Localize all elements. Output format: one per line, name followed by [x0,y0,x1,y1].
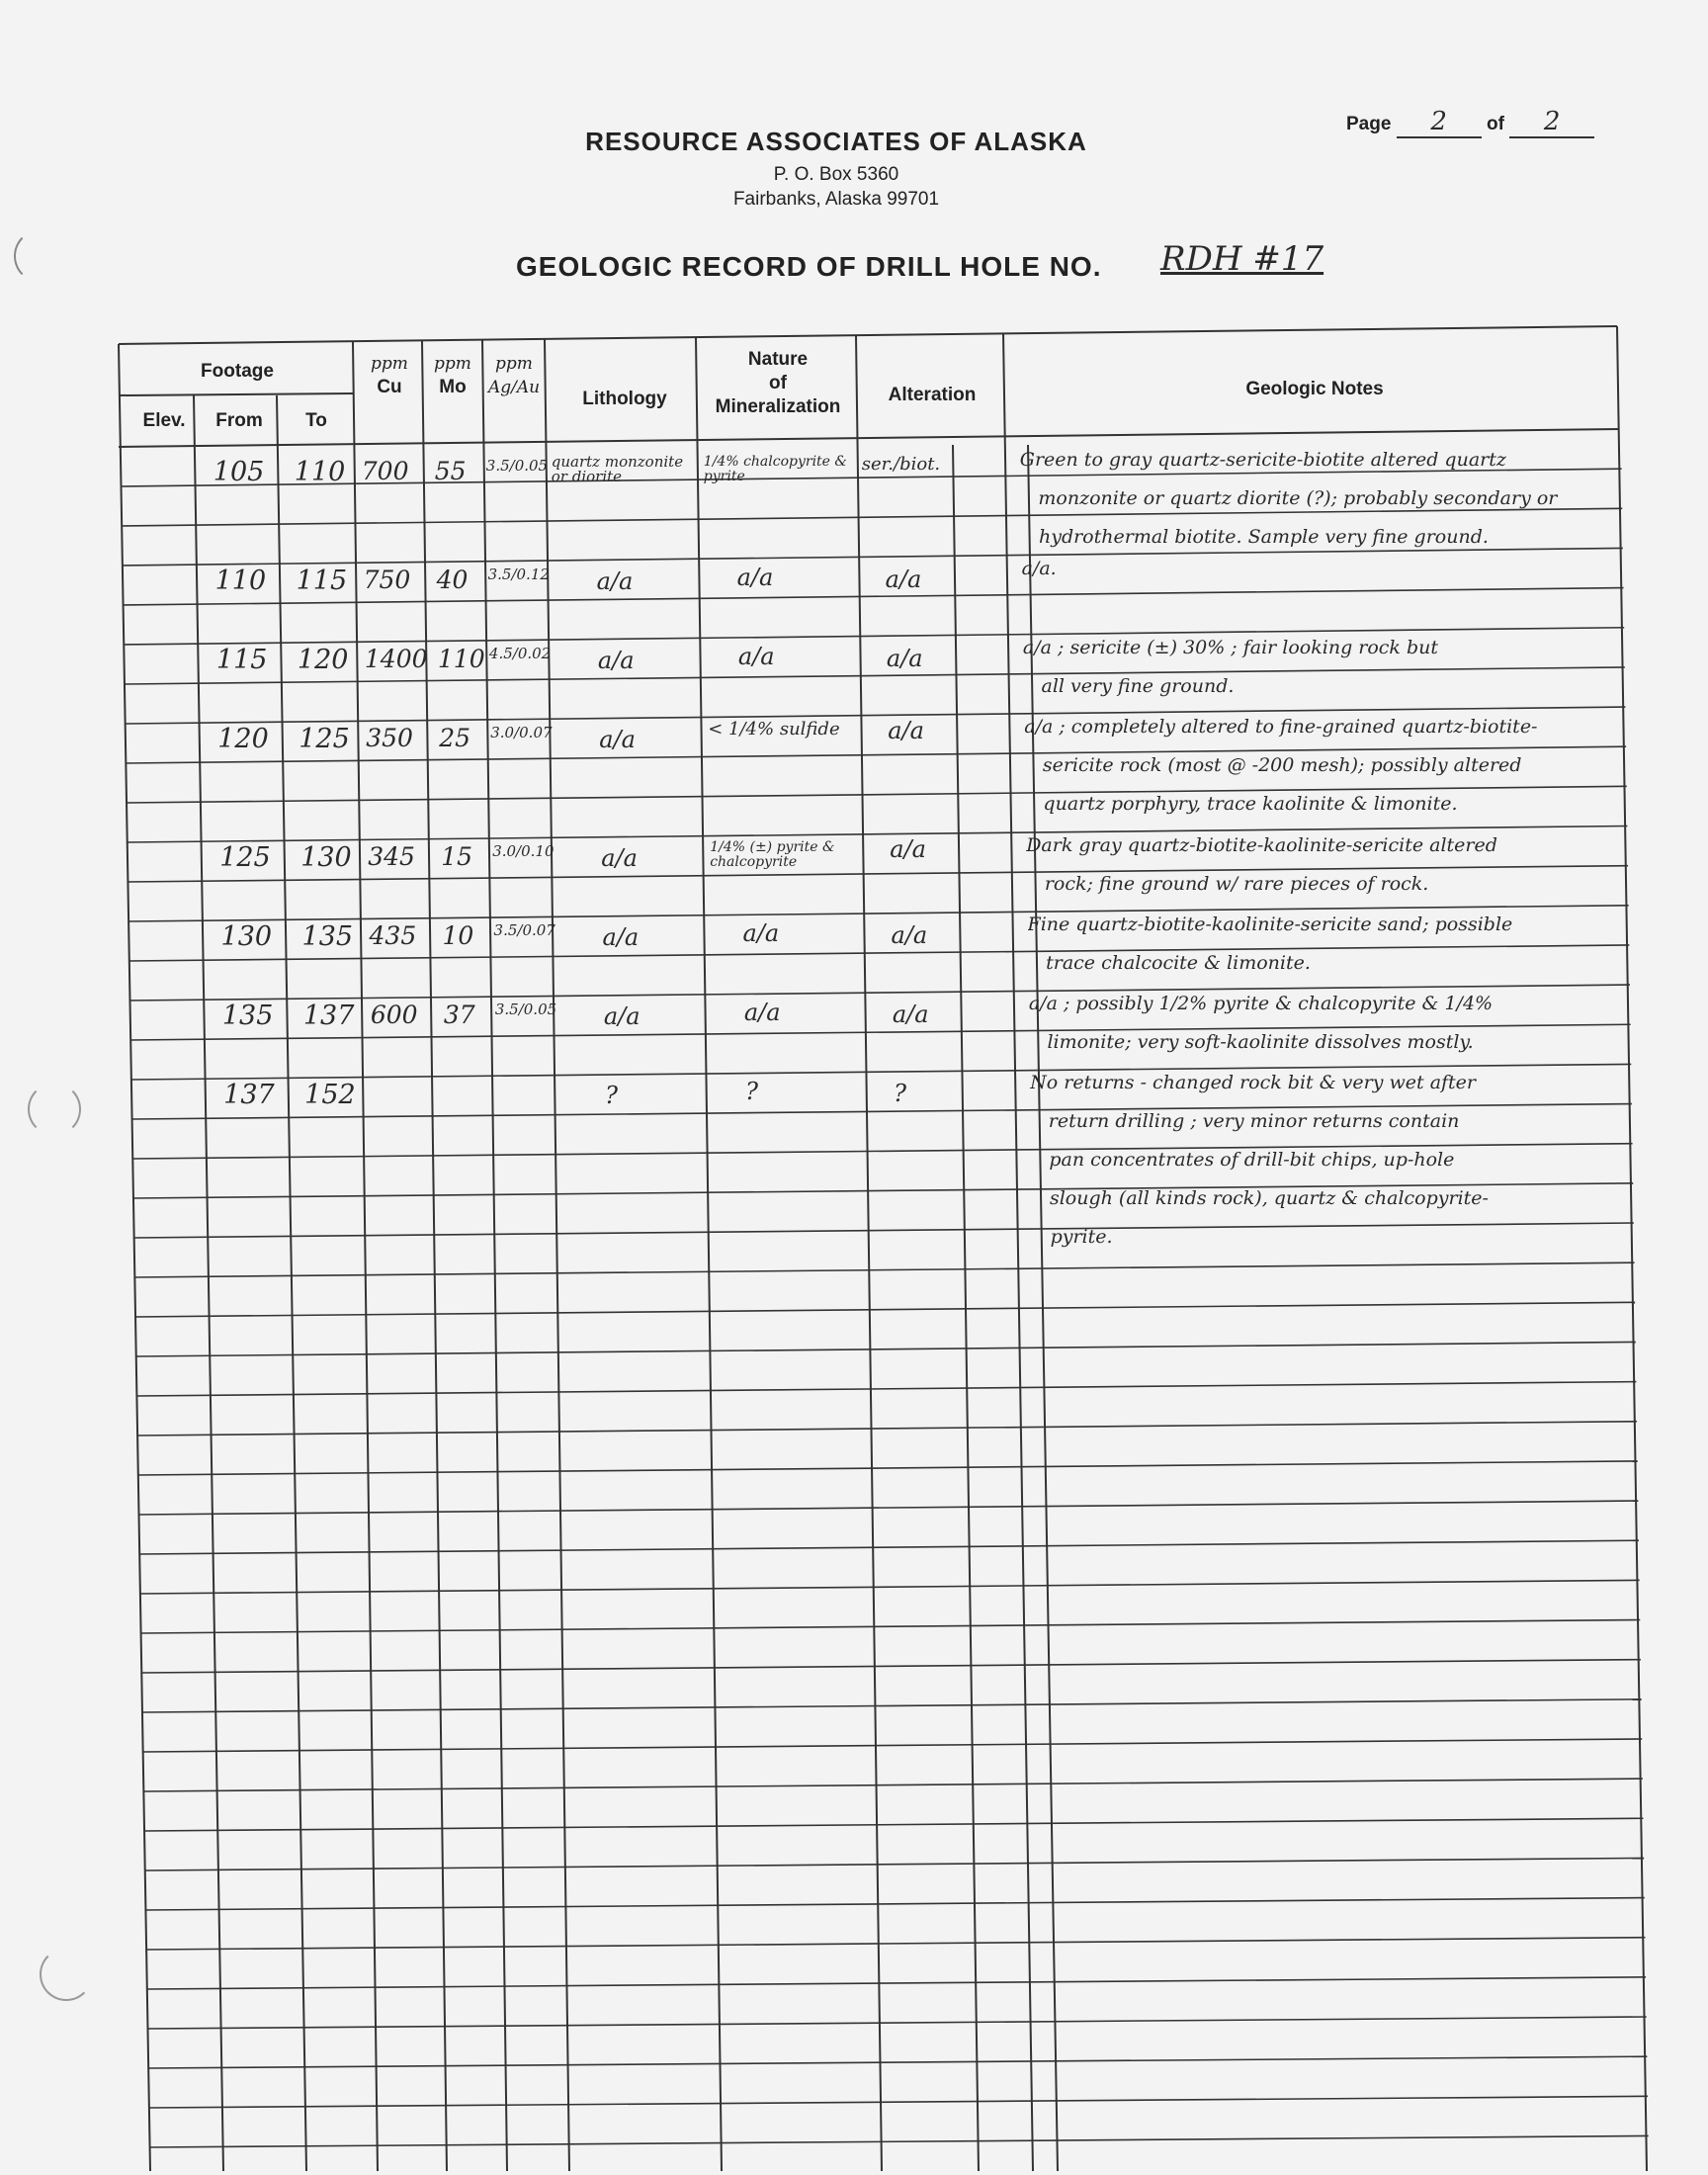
mo-value: 10 [442,921,474,950]
alteration-value: a/a [888,717,924,744]
mo-value: 40 [436,566,469,594]
geologic-note-line: pan concentrates of drill-bit chips, up-hole [1049,1149,1455,1171]
mineralization-value: 1/4% (±) pyrite & chalcopyrite [710,839,835,870]
lithology-value: a/a [601,844,638,872]
mo-value: 110 [437,645,485,673]
alteration-value: ser./biot. [861,454,941,475]
lithology-value: a/a [599,726,636,753]
page-total: 2 [1509,107,1594,138]
from-value: 125 [219,842,271,873]
header-mineralization-line1: Nature [747,349,809,370]
from-value: 120 [217,724,269,754]
geologic-note-line: limonite; very soft-kaolinite dissolves mostly. [1047,1031,1474,1053]
geologic-note-line: Dark gray quartz-biotite-kaolinite-sericite altered [1026,834,1497,856]
cu-value: 350 [366,724,413,752]
from-value: 110 [214,566,267,596]
page-of-label: of [1486,114,1504,134]
ruled-line [134,1262,1634,1277]
to-value: 125 [299,724,350,754]
mo-value: 55 [434,457,467,485]
ruled-line [137,1422,1637,1436]
agau-value: 3.5/0.12 [487,566,550,583]
agau-value: 3.0/0.07 [490,724,553,741]
mineralization-value: ? [745,1078,759,1105]
alteration-value: a/a [885,566,922,593]
lithology-value: a/a [596,567,634,595]
agau-value: 3.5/0.07 [493,921,555,939]
header-agau-label: Ag/Au [487,378,541,397]
header-cu [356,352,423,399]
geologic-note-line: Green to gray quartz-sericite-biotite altered quartz [1019,449,1506,471]
geologic-note-line: No returns - changed rock bit & very wet after [1030,1072,1477,1093]
agau-value: 3.5/0.05 [494,1000,557,1018]
ruled-line [139,1540,1639,1554]
mo-value: 37 [443,1000,475,1029]
geologic-note-line: a/a ; possibly 1/2% pyrite & chalcopyrite & 1/4% [1028,993,1494,1014]
header-from: From [215,410,263,431]
ruled-line [145,1858,1644,1870]
ruled-line [138,1461,1638,1475]
geologic-note-line: slough (all kinds rock), quartz & chalcopyrite- [1049,1187,1489,1209]
ruled-line [145,1898,1644,1910]
alteration-value: a/a [886,645,923,672]
ruled-line [149,2096,1648,2108]
ruled-line [142,1699,1642,1712]
ruled-line [136,1382,1636,1396]
ruled-line [136,1342,1636,1356]
lithology-value: a/a [602,923,640,951]
ruled-line [141,1660,1641,1673]
geologic-note-line: monzonite or quartz diorite (?); probably secondary or [1038,487,1558,509]
ruled-line [122,508,1622,526]
lithology-value: a/a [597,647,635,674]
mo-value: 25 [439,724,471,752]
cu-value: 1400 [364,645,428,673]
agau-value: 4.5/0.02 [488,645,552,662]
header-agau-unit: ppm [495,354,533,374]
geologic-note-line: sericite rock (most @ -200 mesh); possibly altered [1042,754,1522,776]
geologic-note-line: a/a ; sericite (±) 30% ; fair looking rock but [1022,637,1439,658]
ruled-line [150,2135,1649,2147]
to-value: 135 [301,921,354,952]
geologic-note-line: trace chalcocite & limonite. [1046,952,1311,974]
header-footage: Footage [201,361,274,382]
ruled-line [147,1977,1646,1989]
mineralization-value: a/a [743,999,781,1026]
ruled-line [144,1818,1643,1831]
ruled-line [124,588,1624,605]
page-current: 2 [1397,107,1482,138]
mineralization-value: < 1/4% sulfide [708,719,840,740]
address-line-1: P. O. Box 5360 [773,164,899,185]
address-line-2: Fairbanks, Alaska 99701 [732,189,940,210]
cu-value: 700 [361,457,409,485]
ruled-line [141,1620,1641,1634]
header-elev: Elev. [142,410,186,431]
mineralization-value: a/a [737,643,775,670]
header-cu-unit: ppm [371,354,408,374]
drill-hole-number: RDH #17 [1160,239,1324,279]
header-agau [483,352,545,399]
ruled-line [143,1739,1643,1752]
company-name: RESOURCE ASSOCIATES OF ALASKA [585,127,1087,156]
cu-value: 750 [363,566,411,594]
lithology-value: quartz monzonite or diorite [551,453,684,485]
header-mo-unit: ppm [434,354,471,374]
to-value: 137 [302,1000,355,1031]
ruled-line [143,1779,1643,1791]
from-value: 115 [215,645,268,675]
alteration-value: a/a [890,835,926,863]
geologic-note-line: hydrothermal biotite. Sample very fine ground. [1038,526,1489,548]
mineralization-value: a/a [742,919,780,947]
from-value: 130 [220,921,273,952]
geologic-note-line: pyrite. [1050,1226,1113,1248]
header-geologic-notes: Geologic Notes [1245,379,1384,399]
ruled-line [138,1501,1638,1515]
geologic-note-line: Fine quartz-biotite-kaolinite-sericite sand; possible [1027,914,1513,935]
agau-value: 3.0/0.10 [492,842,555,860]
to-value: 115 [296,566,348,596]
ruled-line [146,1938,1645,1950]
alteration-value: a/a [891,921,928,949]
mo-value: 15 [441,842,473,871]
geologic-note-line: rock; fine ground w/ rare pieces of rock. [1044,873,1429,895]
geologic-note-line: a/a ; completely altered to fine-grained quartz-biotite- [1024,716,1538,738]
cu-value: 600 [370,1000,418,1029]
ruled-line [148,2056,1647,2068]
header-mo-label: Mo [439,377,467,397]
geologic-note-line: quartz porphyry, trace kaolinite & limonite. [1043,793,1458,815]
from-value: 137 [223,1080,275,1110]
ruled-line [135,1302,1635,1317]
header-mineralization-line3: Mineralization [715,396,841,417]
alteration-value: ? [894,1080,907,1107]
from-value: 105 [213,457,265,487]
to-value: 110 [294,457,346,487]
from-value: 135 [221,1000,274,1031]
to-value: 130 [300,842,352,873]
header-lithology: Lithology [582,389,667,409]
agau-value: 3.5/0.05 [485,457,549,475]
lithology-value: a/a [603,1002,640,1030]
lithology-value: ? [605,1082,619,1109]
header-mineralization [700,348,856,419]
header-mineralization-line2: of [769,373,787,393]
cu-value: 435 [369,921,417,950]
geologic-note-line: all very fine ground. [1041,675,1235,697]
ruled-line [140,1580,1640,1594]
form-title: GEOLOGIC RECORD OF DRILL HOLE NO. [516,251,1102,282]
to-value: 152 [304,1080,356,1110]
alteration-value: a/a [892,1000,929,1028]
cu-value: 345 [368,842,415,871]
header-to: To [305,410,327,431]
geologic-note-line: return drilling ; very minor returns contain [1048,1110,1460,1132]
header-cu-label: Cu [377,377,402,397]
ruled-line [147,2017,1646,2029]
mineralization-value: a/a [736,564,774,591]
page-label: Page [1346,114,1392,134]
header-mo [423,352,482,399]
to-value: 120 [297,645,349,675]
header-alteration: Alteration [888,385,977,405]
geologic-note-line: a/a. [1021,558,1057,579]
mineralization-value: 1/4% chalcopyrite & pyrite [703,454,847,484]
